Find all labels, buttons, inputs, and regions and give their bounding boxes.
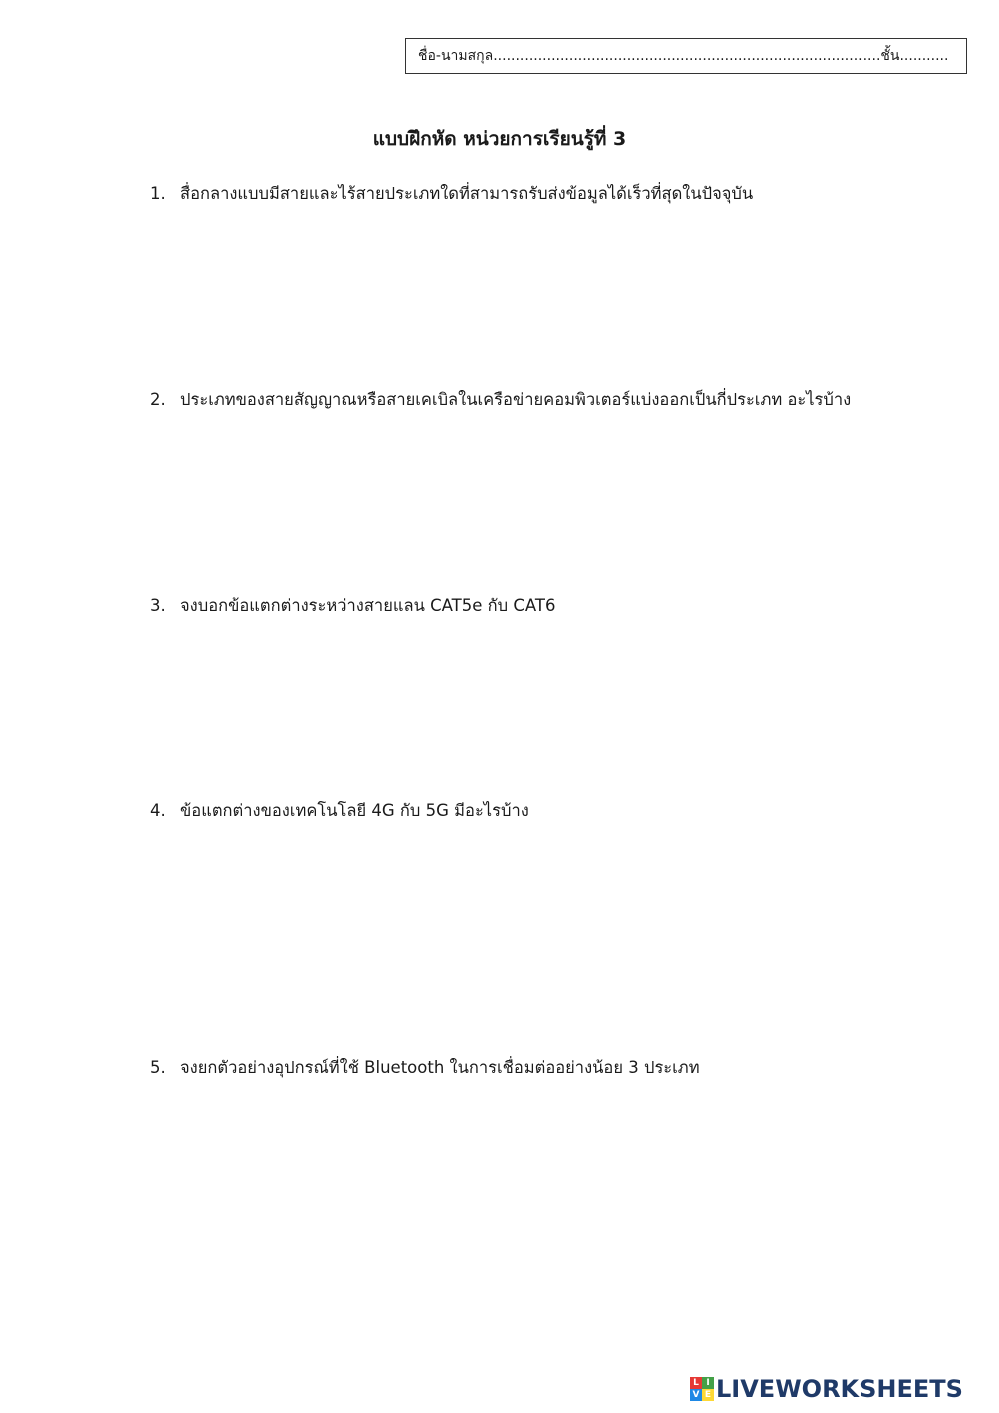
question-number: 2.: [150, 390, 166, 409]
liveworksheets-logo-text: LIVEWORKSHEETS: [716, 1375, 963, 1403]
question-4: [150, 798, 950, 824]
question-5: [150, 1055, 950, 1081]
student-name-label: ชื่อ-นามสกุล.......................................................................................ชั้น...........: [418, 48, 949, 64]
answer-area-1[interactable]: [180, 215, 950, 365]
question-number: 5.: [150, 1058, 166, 1077]
question-text: ประเภทของสายสัญญาณหรือสายเคเบิลในเครือข่ายคอมพิวเตอร์แบ่งออกเป็นกี่ประเภท อะไรบ้าง: [180, 390, 852, 409]
logo-letter-v: V: [690, 1389, 702, 1401]
logo-letter-i: I: [702, 1377, 714, 1389]
question-number: 4.: [150, 801, 166, 820]
question-text: ข้อแตกต่างของเทคโนโลยี 4G กับ 5G มีอะไรบ้าง: [180, 801, 529, 820]
question-3: [150, 593, 950, 619]
answer-area-3[interactable]: [180, 627, 950, 777]
question-text: สื่อกลางแบบมีสายและไร้สายประเภทใดที่สามารถรับส่งข้อมูลได้เร็วที่สุดในปัจจุบัน: [180, 184, 754, 203]
logo-letter-l: L: [690, 1377, 702, 1389]
question-1: [150, 181, 950, 207]
logo-letter-e: E: [702, 1389, 714, 1401]
question-number: 1.: [150, 184, 166, 203]
student-name-field[interactable]: [405, 38, 967, 74]
liveworksheets-logo: [690, 1372, 963, 1406]
question-2: [150, 387, 950, 413]
question-text: จงยกตัวอย่างอุปกรณ์ที่ใช้ Bluetooth ในการเชื่อมต่ออย่างน้อย 3 ประเภท: [180, 1058, 700, 1077]
answer-area-5[interactable]: [180, 1089, 950, 1239]
answer-area-4[interactable]: [180, 832, 950, 982]
question-number: 3.: [150, 596, 166, 615]
worksheet-title: แบบฝึกหัด หน่วยการเรียนรู้ที่ 3: [372, 128, 627, 150]
answer-area-2[interactable]: [180, 421, 950, 571]
question-text: จงบอกข้อแตกต่างระหว่างสายแลน CAT5e กับ CAT6: [180, 596, 556, 615]
liveworksheets-logo-icon: [690, 1377, 714, 1401]
